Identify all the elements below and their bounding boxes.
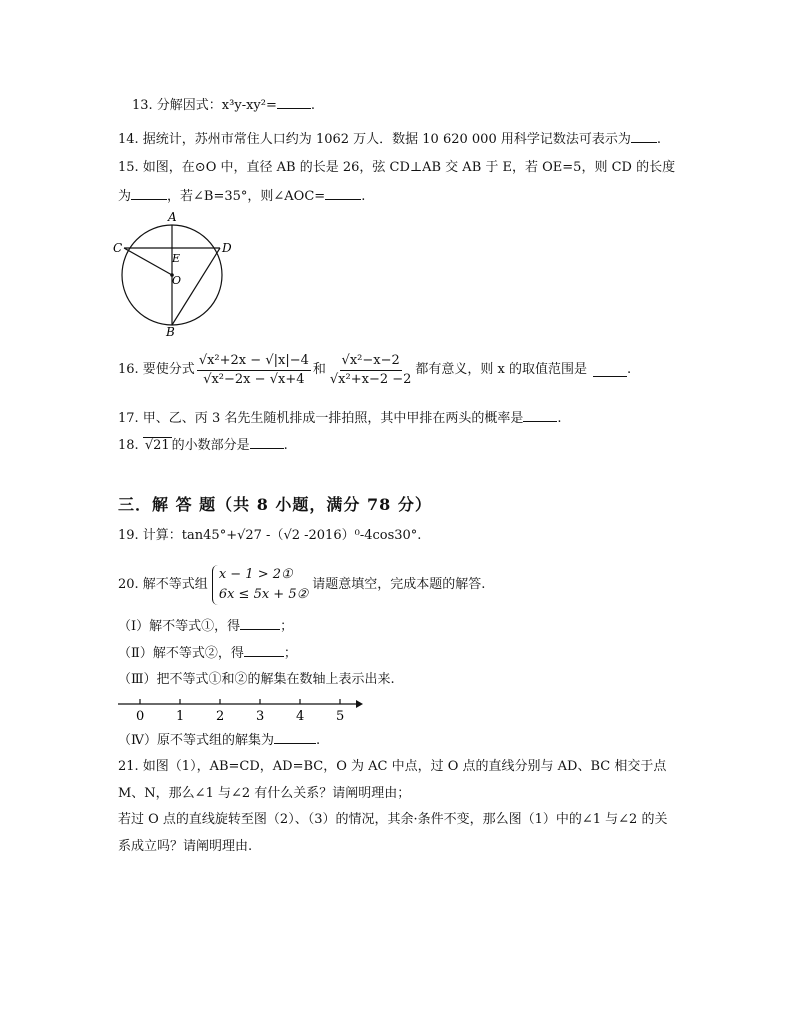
section-heading: 三．解 答 题（共 8 小题，满分 78 分） [118, 495, 432, 514]
question-21-line1 [118, 758, 666, 776]
question-21-line2 [118, 785, 410, 803]
q15-line2a: 为 [118, 189, 132, 204]
question-20-part4 [118, 731, 320, 750]
number-line-tick-label: 3 [256, 709, 265, 724]
answer-blank [244, 644, 284, 657]
q16-end: . [627, 362, 632, 377]
q16-post: 都有意义，则 x 的取值范围是 [415, 362, 588, 377]
fraction-1-denominator [201, 371, 306, 389]
question-21-line3 [118, 811, 667, 829]
q14-end: . [656, 132, 661, 147]
question-20-part2 [118, 644, 297, 663]
inequality-1: x − 1 > 2① [218, 567, 293, 582]
question-16 [118, 350, 631, 390]
q20-2-text: （Ⅱ）解不等式②，得 [118, 646, 244, 661]
question-14 [118, 130, 661, 149]
segment-oc [124, 248, 172, 275]
answer-blank [277, 96, 311, 109]
fraction-1 [197, 352, 311, 389]
q13-text: 13. 分解因式：x³y-xy²= [132, 98, 277, 113]
q20-4-text: （Ⅳ）原不等式组的解集为 [118, 733, 274, 748]
q16-mid: 和 [312, 362, 326, 377]
number-line-tick-label: 0 [136, 709, 145, 724]
q20-3-text: （Ⅲ）把不等式①和②的解集在数轴上表示出来. [118, 672, 395, 687]
fraction-1-numerator [197, 352, 311, 371]
q16-d1b: − [254, 371, 266, 387]
q21-line3: 若过 O 点的直线旋转至图（2）、（3）的情况，其余·条件不变，那么图（1）中的∠1 与∠2 的关 [118, 812, 668, 827]
q17-text: 17. 甲、乙、丙 3 名先生随机排成一排拍照，其中甲排在两头的概率是 [118, 411, 524, 426]
question-18 [118, 436, 288, 455]
label-o: O [172, 274, 182, 287]
label-a: A [168, 210, 177, 224]
q21-line4: 系成立吗？请阐明理由. [118, 839, 253, 854]
q16-d1a: √x²−2x [203, 371, 251, 387]
q16-n1a: √x²+2x [198, 352, 247, 368]
q20-post: 请题意填空，完成本题的解答. [312, 577, 486, 592]
number-line-tick-label: 5 [336, 709, 345, 724]
fraction-2-numerator: √x²−x−2 [340, 352, 402, 371]
answer-blank [523, 409, 557, 422]
question-20 [118, 562, 485, 608]
answer-blank [240, 617, 280, 630]
answer-blank [631, 130, 657, 143]
circle-figure [110, 208, 240, 338]
q13-end: . [310, 98, 316, 113]
q21-line2: M、N，那么∠1 与∠2 有什么关系？请阐明理由； [118, 786, 411, 801]
q18-end: . [283, 438, 288, 453]
q20-pre: 20. 解不等式组 [118, 577, 208, 592]
label-c: C [113, 241, 123, 255]
label-b: B [166, 325, 175, 338]
q15-line2b: ，若∠B=35°，则∠AOC= [167, 189, 326, 204]
q14-text: 14. 据统计，苏州市常住人口约为 1062 万人．数据 10 620 000 用科学记数法可表示为 [118, 132, 631, 147]
question-20-part1 [118, 617, 293, 636]
number-line-tick-label: 4 [296, 709, 305, 724]
q18-text: 的小数部分是 [171, 438, 250, 453]
question-15-line2 [118, 187, 365, 206]
q20-4-end: . [316, 733, 321, 748]
answer-blank [250, 436, 284, 449]
q18-num: 18. [118, 438, 139, 453]
q15-end: . [361, 189, 366, 204]
q20-1-end: ； [280, 619, 294, 634]
question-20-part3 [118, 671, 395, 689]
question-19 [118, 527, 421, 545]
q16-pre: 16. 要使分式 [118, 362, 195, 377]
label-e: E [172, 252, 181, 265]
inequality-system [212, 565, 308, 605]
question-15-line1 [118, 159, 675, 177]
number-line-arrow [356, 700, 363, 708]
q17-end: . [557, 411, 562, 426]
q21-line1: 21. 如图（1），AB=CD，AD=BC，O 为 AC 中点，过 O 点的直线分别与 AD、BC 相交于点 [118, 759, 667, 774]
fraction-2-denominator: √x²+x−2 −2 [329, 371, 412, 387]
number-line-tick-label: 1 [176, 709, 185, 724]
question-21-line4 [118, 838, 252, 856]
question-13 [132, 96, 315, 115]
answer-blank [131, 187, 167, 200]
answer-blank [325, 187, 361, 200]
q15-line1-text: 15. 如图，在⊙O 中，直径 AB 的长是 26，弦 CD⊥AB 交 AB 于 E，若 OE=5，则 CD 的长度 [118, 160, 676, 175]
q19-text: 19. 计算：tan45°+√27 -（√2 -2016）⁰-4cos30°. [118, 528, 422, 543]
number-line-tick-label: 2 [216, 709, 225, 724]
q16-d1c: √x+4 [269, 371, 305, 387]
q16-n1b: − [250, 352, 262, 368]
q20-1-text: （Ⅰ）解不等式①，得 [118, 619, 241, 634]
answer-blank [593, 364, 627, 377]
q20-2-end: ； [283, 646, 297, 661]
q16-n1c: √|x|−4 [265, 352, 309, 368]
number-line [116, 696, 366, 726]
q18-radical: √21 [144, 438, 170, 453]
answer-blank [274, 731, 316, 744]
fraction-2 [328, 352, 414, 389]
inequality-2: 6x ≤ 5x + 5② [218, 587, 309, 602]
label-d: D [222, 241, 232, 255]
question-17 [118, 409, 561, 428]
